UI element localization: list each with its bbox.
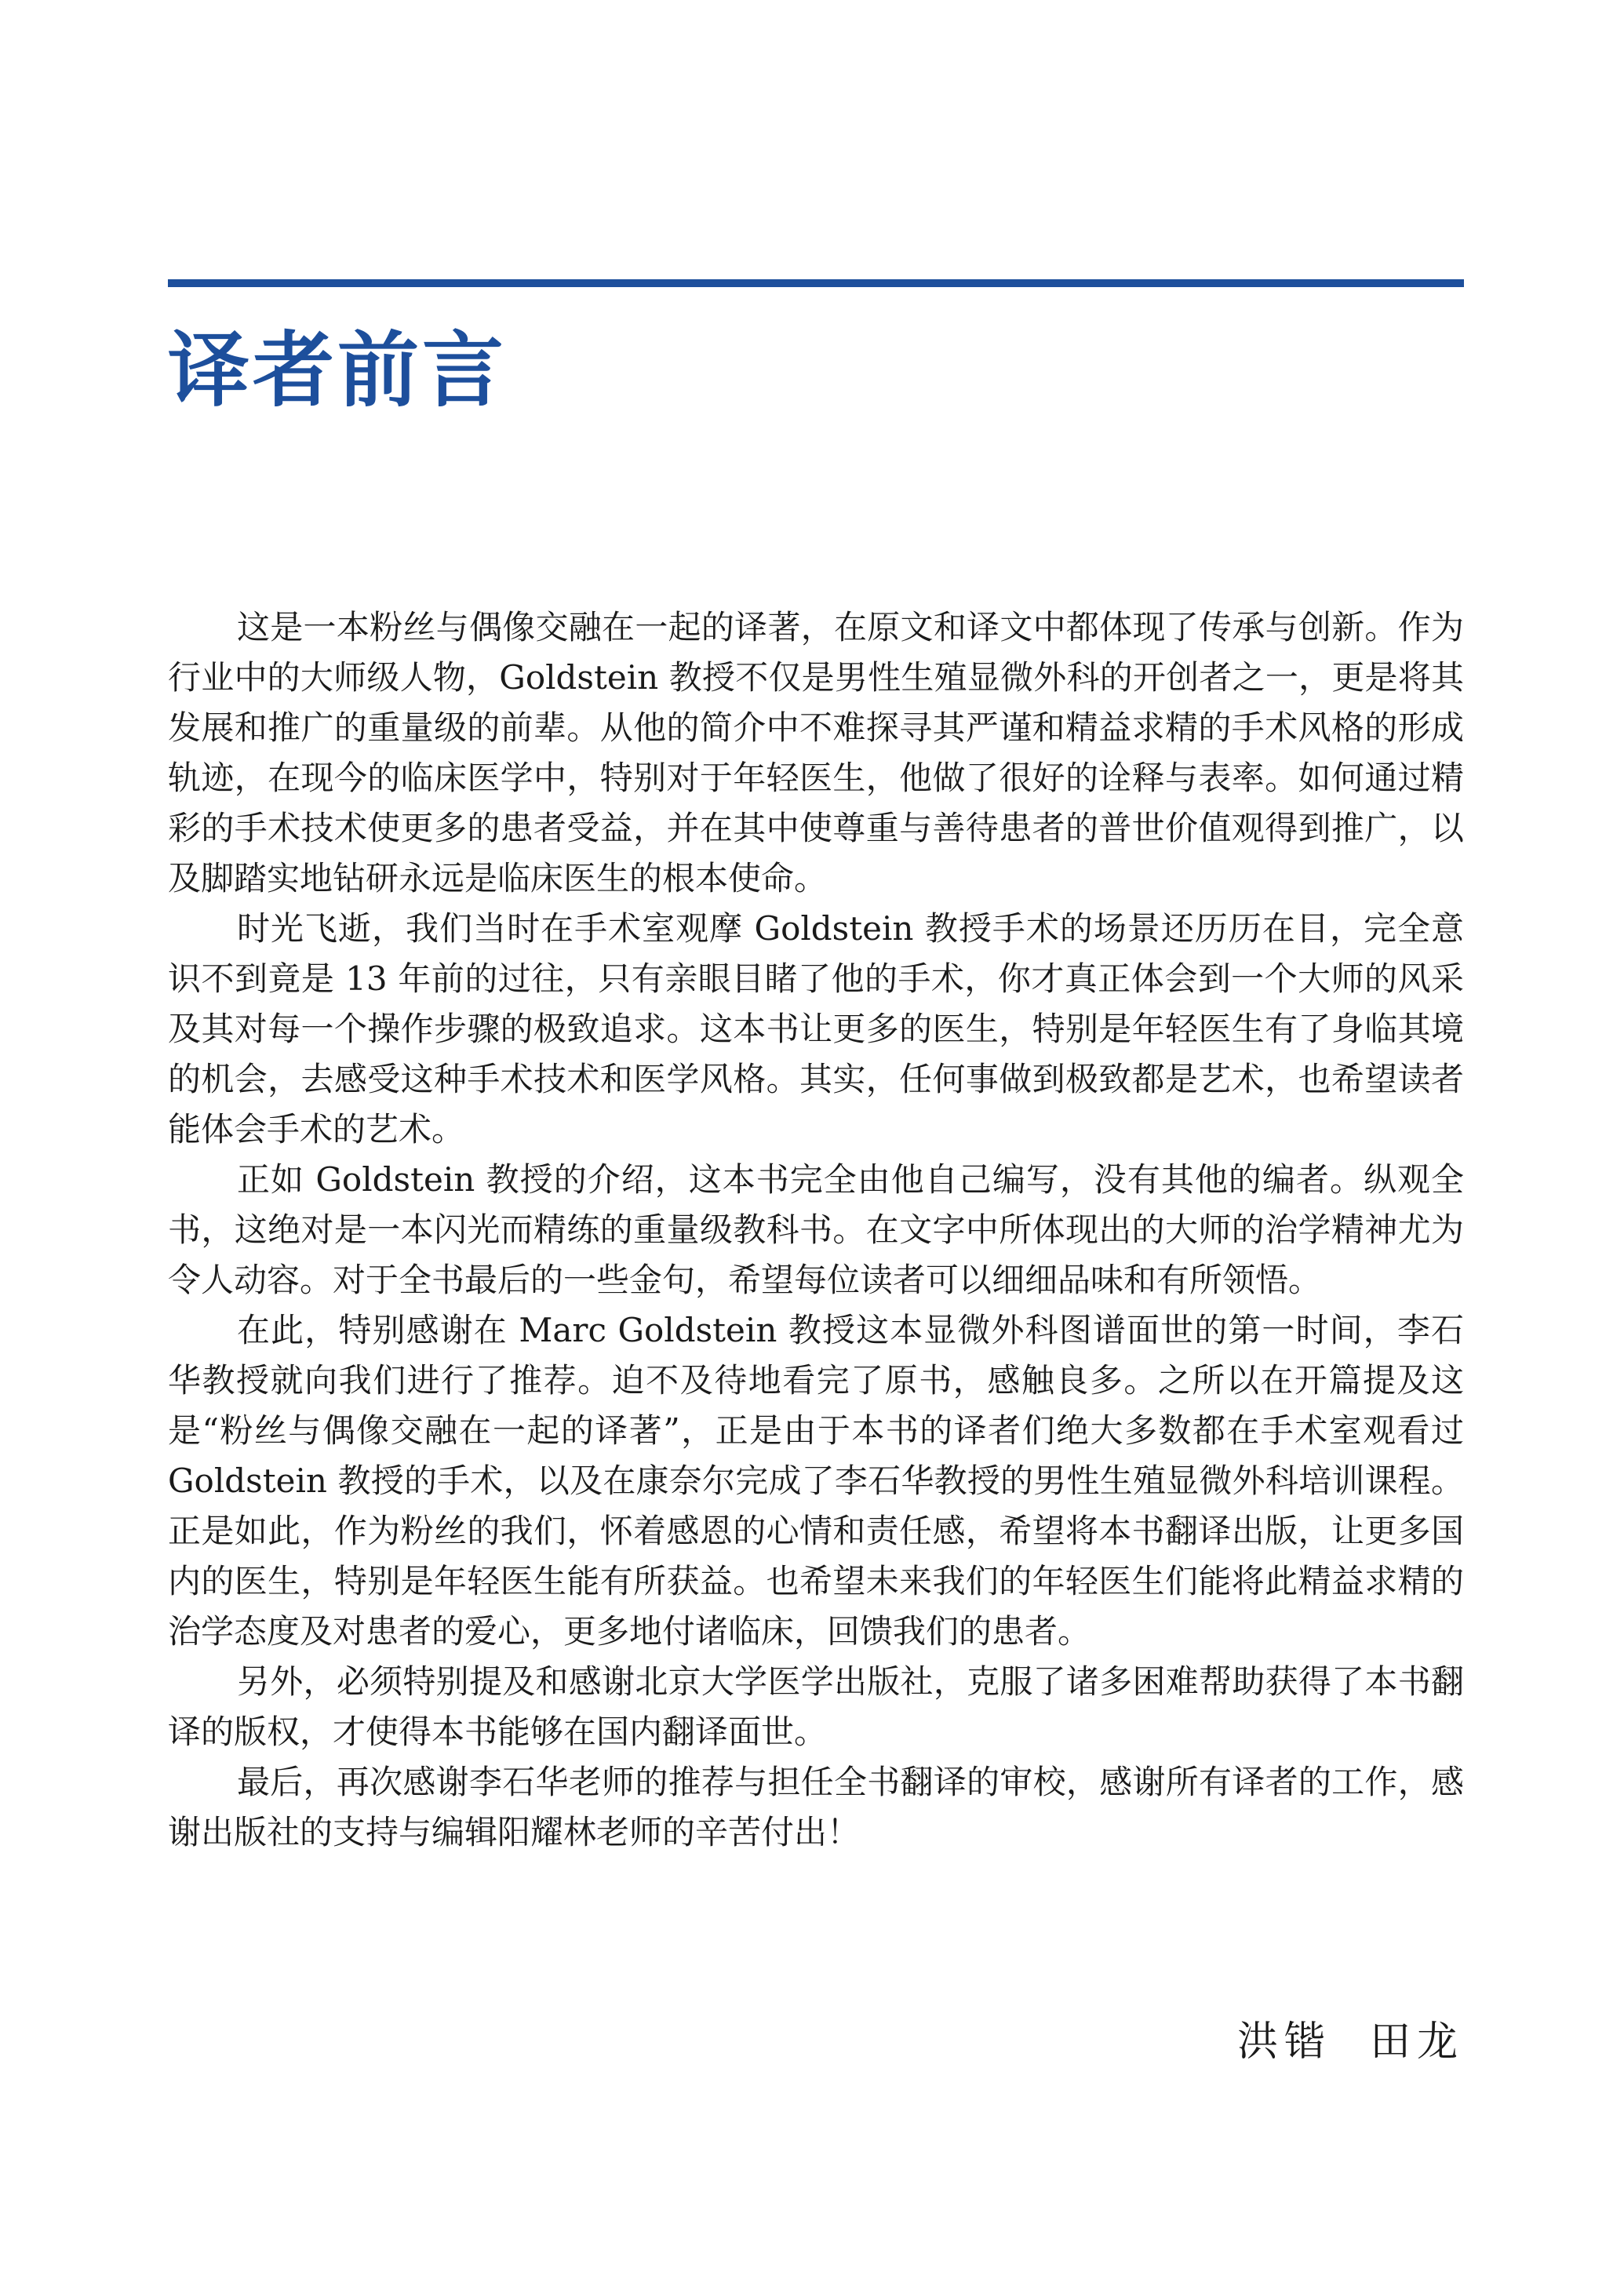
translator-signature: 洪锴 田龙 [1236, 2018, 1464, 2066]
preface-paragraph-1: 这是一本粉丝与偶像交融在一起的译著，在原文和译文中都体现了传承与创新。作为行业中的大师级人物，Goldstein 教授不仅是男性生殖显微外科的开创者之一，更是将其发展和推广的重量级的前辈。从他的简介中不难探寻其严谨和精益求精的手术风格的形成轨迹，在现今的临床医学中，特别对于年轻医生，他做了很好的诠释与表率。如何通过精彩的手术技术使更多的患者受益，并在其中使尊重与善待患者的普世价值观得到推广，以及脚踏实地钻研永远是临床医生的根本使命。 [168, 608, 1464, 897]
preface-paragraph-4: 在此，特别感谢在 Marc Goldstein 教授这本显微外科图谱面世的第一时间，李石华教授就向我们进行了推荐。迫不及待地看完了原书，感触良多。之所以在开篇提及这是“粉丝与偶像交融在一起的译著”，正是由于本书的译者们绝大多数都在手术室观看过 Goldstein 教授的手术，以及在康奈尔完成了李石华教授的男性生殖显微外科培训课程。正是如此，作为粉丝的我们，怀着感恩的心情和责任感，希望将本书翻译出版，让更多国内的医生，特别是年轻医生能有所获益。也希望未来我们的年轻医生们能将此精益求精的治学态度及对患者的爱心，更多地付诸临床，回馈我们的患者。 [168, 1311, 1464, 1651]
preface-paragraph-3: 正如 Goldstein 教授的介绍，这本书完全由他自己编写，没有其他的编者。纵观全书，这绝对是一本闪光而精练的重量级教科书。在文字中所体现出的大师的治学精神尤为令人动容。对于全书最后的一些金句，希望每位读者可以细细品味和有所领悟。 [168, 1160, 1464, 1299]
page-title: 译者前言 [168, 322, 508, 418]
preface-paragraph-5: 另外，必须特别提及和感谢北京大学医学出版社，克服了诸多困难帮助获得了本书翻译的版权，才使得本书能够在国内翻译面世。 [168, 1662, 1464, 1751]
title-rule [168, 279, 1464, 287]
preface-paragraph-2: 时光飞逝，我们当时在手术室观摩 Goldstein 教授手术的场景还历历在目，完全意识不到竟是 13 年前的过往，只有亲眼目睹了他的手术，你才真正体会到一个大师的风采及其对每一个操作步骤的极致追求。这本书让更多的医生，特别是年轻医生有了身临其境的机会，去感受这种手术技术和医学风格。其实，任何事做到极致都是艺术，也希望读者能体会手术的艺术。 [168, 909, 1464, 1148]
preface-paragraph-6: 最后，再次感谢李石华老师的推荐与担任全书翻译的审校，感谢所有译者的工作，感谢出版社的支持与编辑阳耀林老师的辛苦付出！ [168, 1763, 1464, 1851]
preface-body [168, 602, 1464, 1858]
